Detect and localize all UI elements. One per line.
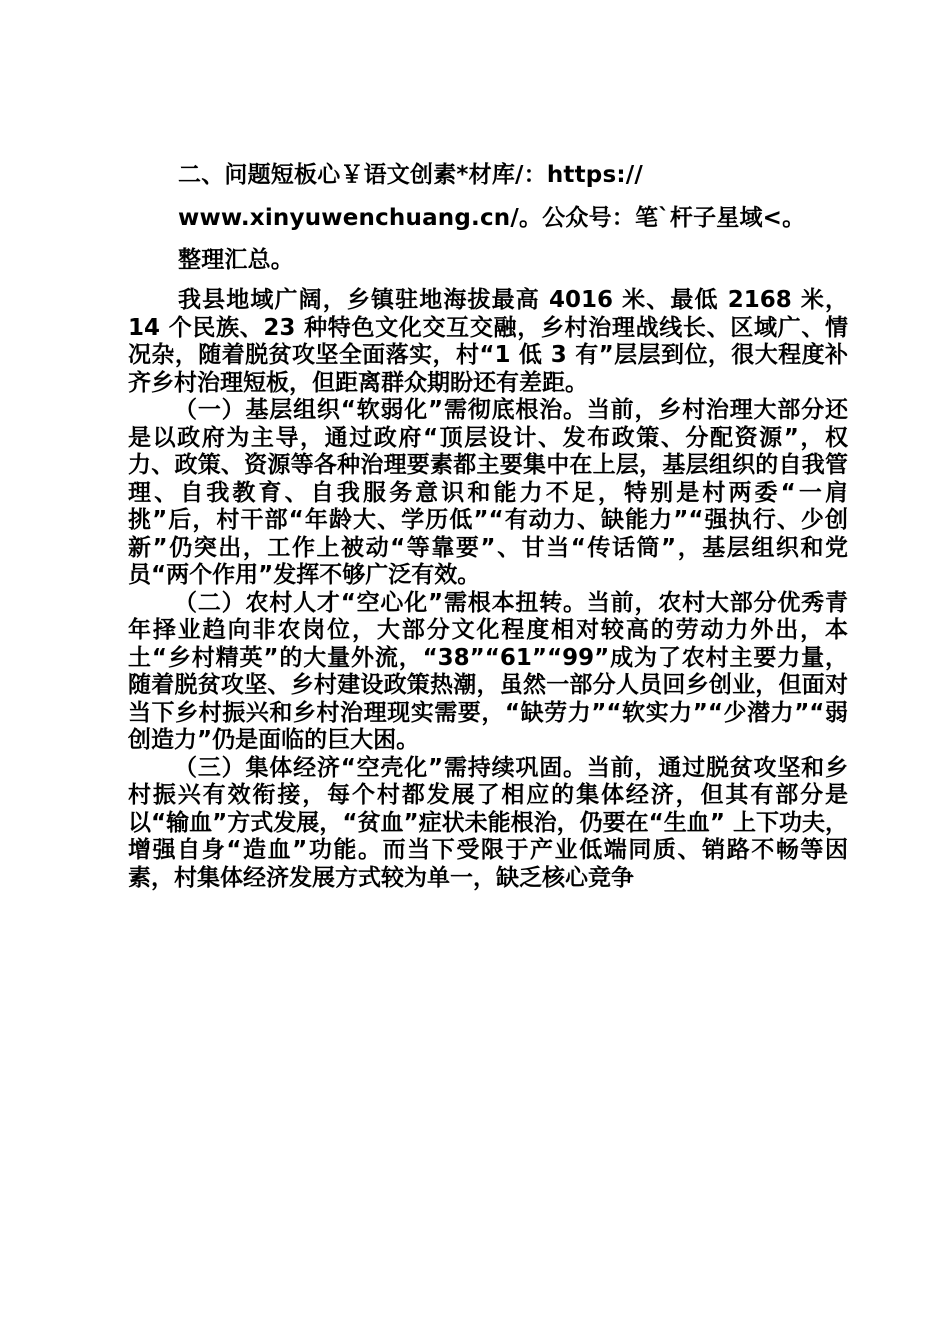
section-heading-line-2: www.xinyuwenchuang.cn/。公众号：笔`杆子星域<。 <box>178 205 806 231</box>
paragraph-section-3: （三）集体经济“空壳化”需持续巩固。当前，通过脱贫攻坚和乡村振兴有效衔接，每个村都发展了相应的集体经济，但其有部分是以“输血”方式发展，“贫血”症状未能根治，仍要在“生血” 上下功夫，增强自身“造血”功能。而当下受限于产业低端同质、销路不畅等因素，村集体经济发展方式较为单一，缺乏核心竞争 <box>128 754 848 891</box>
paragraph-section-2: （二）农村人才“空心化”需根本扭转。当前，农村大部分优秀青年择业趋向非农岗位，大部分文化程度相对较高的劳动力外出，本土“乡村精英”的大量外流，“38”“61”“99”成为了农村主要力量，随着脱贫攻坚、乡村建设政策热潮，虽然一部分人员回乡创业，但面对当下乡村振兴和乡村治理现实需要，“缺劳力”“软实力”“少潜力”“弱创造力”仍是面临的巨大困。 <box>128 589 848 753</box>
section-heading-line-1: 二、问题短板心￥语文创素*材库/：https:// <box>178 162 643 188</box>
section-heading-line-3: 整理汇总。 <box>178 247 294 273</box>
paragraph-section-1: （一）基层组织“软弱化”需彻底根治。当前，乡村治理大部分还是以政府为主导，通过政府“顶层设计、发布政策、分配资源”，权力、政策、资源等各种治理要素都主要集中在上层，基层组织的自我管理、自我教育、自我服务意识和能力不足，特别是村两委“一肩挑”后，村干部“年龄大、学历低”“有动力、缺能力”“强执行、少创新”仍突出，工作上被动“等靠要”、甘当“传话筒”，基层组织和党员“两个作用”发挥不够广泛有效。 <box>128 397 848 588</box>
document-body <box>128 287 848 892</box>
paragraph-intro: 我县地域广阔，乡镇驻地海拔最高 4016 米、最低 2168 米，14 个民族、23 种特色文化交互交融，乡村治理战线长、区域广、情况杂，随着脱贫攻坚全面落实，村“1 低 3 有”层层到位，很大程度补齐乡村治理短板，但距离群众期盼还有差距。 <box>128 287 848 396</box>
